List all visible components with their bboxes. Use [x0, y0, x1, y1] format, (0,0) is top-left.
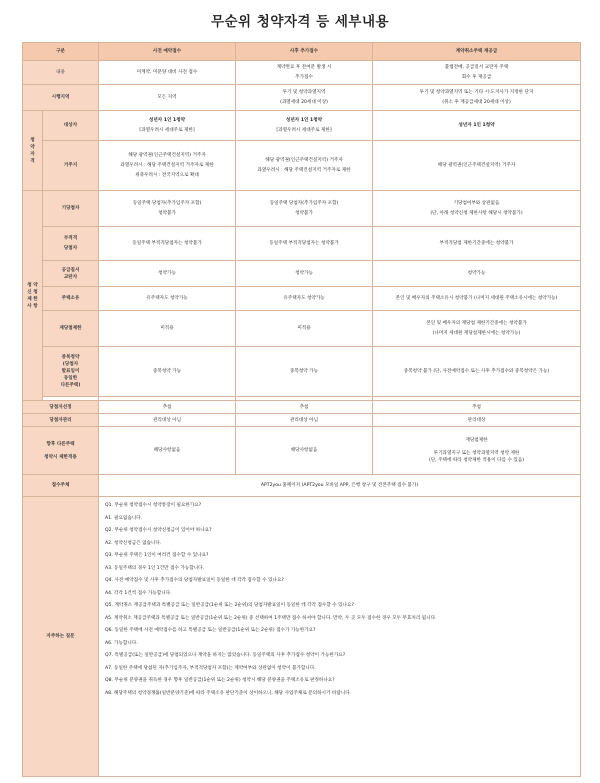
cell-text: 청약가능: [373, 261, 581, 287]
cell-text: 동일주택 부적격당첨자는 청약불가: [99, 227, 236, 261]
faq-label: 자주하는 질문: [23, 497, 99, 777]
faq-item: Q8. 무순위 분양권을 취득한 경우 향후 일반공급(1순위 또는 2순위) 청약시 해당 분양권을 주택소유로 판정하나요?: [105, 678, 335, 683]
table-row: [23, 475, 581, 497]
info-table: [22, 42, 581, 777]
table-row: [23, 311, 581, 347]
table-row: [23, 427, 581, 475]
table-row: [23, 141, 581, 191]
faq-item: A2. 청약신청금은 없습니다.: [105, 540, 162, 546]
header-pre-reservation: 사전 예약접수: [99, 43, 236, 61]
cell-text: 동일주택 부적격당첨자는 청약불가: [236, 227, 373, 261]
header-post-addition: 사후 추가접수: [236, 43, 373, 61]
cell-text: 동일주택 당첨자(추가입주자 포함) 청약불가: [99, 191, 236, 227]
row-label-future-limit: 향후 다른주택 청약시 제한적용: [23, 427, 99, 475]
cell-text: 해당 광역권(인근주택건설지역) 거주자: [373, 141, 581, 191]
table-row: [23, 497, 581, 777]
cell-text: 본인 및 배우자의 주택소유시 청약불가 (나머지 세대원 주택소유시에는 청약가능): [373, 287, 581, 311]
cell-text: 모든 지역: [99, 85, 236, 111]
row-label-region: 시행지역: [23, 85, 99, 111]
table-row: [23, 401, 581, 414]
cell-text: 청약가능: [99, 261, 236, 287]
table-header-row: [23, 43, 581, 61]
table-row: [23, 347, 581, 397]
cell-text: 유주택자도 청약가능: [99, 287, 236, 311]
cell-text: 해당사항없음: [99, 427, 236, 475]
faq-item: Q1. 무순위 청약접수시 청약통장이 필요한가요?: [105, 503, 202, 508]
side-label-restrictions: 청 약 신 청 제 한 사 항: [23, 191, 43, 401]
cell-text: 미적용: [236, 311, 373, 347]
row-label-disruptor: 공급질서 교란자: [43, 261, 99, 287]
row-label-rewin-limit: 재당첨제한: [43, 311, 99, 347]
faq-item: Q5. 계약취소 재공급주택과 특별공급 또는 일반공급(1순위 또는 2순위)의 당첨자발표일이 동일한 데 각각 접수할 수 있나요?: [105, 603, 354, 608]
cell-text: 성년자 1인 1청약 [과열우려시 세대주로 제한]: [99, 111, 236, 141]
cell-text: 추첨: [236, 401, 373, 414]
cell-text: 미적용: [99, 311, 236, 347]
faq-item: A4. 각각 1건씩 접수 가능합니다.: [105, 590, 172, 596]
cell-text: 해당사항없음: [236, 427, 373, 475]
cell-text: 추첨: [99, 401, 236, 414]
cell-text: 해당 광역권(인근주택건설지역) 거주자 과열우려시 : 해당 주택건설지역 거주자로 제한 위축우려시 : 전국지역으로 확대: [99, 141, 236, 191]
cell-text: 미계약, 미분양 대비 사전 접수: [99, 61, 236, 85]
cell-text: 청약가능: [236, 261, 373, 287]
table-row: [23, 227, 581, 261]
page-title: 무순위 청약자격 등 세부내용: [210, 14, 390, 30]
cell-text: 중복청약 가능: [236, 347, 373, 397]
row-label-selection: 당첨자선정: [23, 401, 99, 414]
cell-text: 재당첨제한 투기과열지구 또는 청약과열지역 청약 제한 (단, 주택에 따라 청약제한 적용이 다를 수 있음): [373, 427, 581, 475]
cell-text: 투기 및 청약과열지역 (과열세대 20세대 이상): [236, 85, 373, 111]
cell-text: 성년자 1인 1청약 [과열우려시 세대주로 제한]: [236, 111, 373, 141]
cell-text: 성년자 1인 1청약: [373, 111, 581, 141]
table-row: [23, 111, 581, 141]
faq-list: [99, 497, 581, 777]
cell-text: 계약완료 후 잔여분 발생 시 추가접수: [236, 61, 373, 85]
faq-item: Q7. 특별공급(또는 일반공급)에 당첨되었으나 계약을 하지는 않았습니다. 동일주택의 사후 추가접수 청약이 가능한가요?: [105, 653, 346, 658]
table-row: [23, 191, 581, 227]
cell-text: 관리대상 아님: [99, 414, 236, 427]
cell-text: APT2you 홈페이지 (APT2you 모바일 APP, 은행 창구 및 견본주택 접수 불가): [99, 475, 581, 497]
faq-item: A3. 동일주택의 경우 1인 1건만 접수 가능합니다.: [105, 565, 205, 571]
table-row: [23, 85, 581, 111]
cell-text: 부적격당첨 제한기간중에는 청약불가: [373, 227, 581, 261]
faq-item: Q3. 무순위 주택은 1인이 여러건 접수할 수 있나요?: [105, 553, 209, 558]
row-label-target: 대상자: [43, 111, 99, 141]
table-row: [23, 414, 581, 427]
table-row: [23, 261, 581, 287]
faq-item: A6. 가능합니다.: [105, 640, 138, 646]
cell-text: 관리대상: [373, 414, 581, 427]
cell-text: 추첨: [373, 401, 581, 414]
row-label-ineligible: 부적격 당첨자: [43, 227, 99, 261]
cell-text: 투기 및 청약과열지역 또는 기타 시·도지사가 지정한 단지 (취소 후 재공급세대 20세대 이상): [373, 85, 581, 111]
row-label-duplicate: 중복청약 (당첨자 발표일이 동일한 다른주택): [43, 347, 99, 397]
faq-item: Q2. 무순위 청약접수시 청약신청금이 있어야 하나요?: [105, 528, 212, 533]
faq-item: Q6. 동일한 주택에 사전 예약접수를 하고 특별공급 또는 일반공급(1순위 또는 2순위) 접수가 가능한가요?: [105, 628, 316, 633]
cell-text: 동일주택 당첨자(추가입주자 포함) 청약불가: [236, 191, 373, 227]
row-label-prior-winner: 기당첨자: [43, 191, 99, 227]
cell-text: 중복청약 불가 (단, 사전예약접수 또는 사후 추가접수와 중복청약은 가능): [373, 347, 581, 397]
row-label-management: 당첨자관리: [23, 414, 99, 427]
table-row: [23, 61, 581, 85]
cell-text: 불법전매, 공급질서 교란자 주택 회수 후 재공급: [373, 61, 581, 85]
row-label-residence: 거주지: [43, 141, 99, 191]
header-category: 구분: [23, 43, 99, 61]
cell-text: 해당 광역권(인근주택건설지역) 거주자 과열우려시 : 해당 주택건설지역 거주자로 제한: [236, 141, 373, 191]
cell-text: 기당첨여부와 상관없음 (단, 아래 청약신청 제한사항 해당시 청약불가): [373, 191, 581, 227]
faq-item: Q4. 사전 예약접수 및 사후 추가접수의 당첨자발표일이 동일한 데 각각 접수할 수 있나요?: [105, 578, 284, 583]
faq-item: A1. 필요없습니다.: [105, 515, 143, 521]
cell-text: 본인 및 배우자의 재당첨 제한기간중에는 청약불가 (나머지 세대원 재당첨제한시에는 청약가능): [373, 311, 581, 347]
row-label-ownership: 주택소유: [43, 287, 99, 311]
header-cancelled-resupply: 계약취소주택 재공급: [373, 43, 581, 61]
cell-text: 관리대상 아님: [236, 414, 373, 427]
faq-item: A7. 동일한 주택에 당첨된 자(추가입주자, 부적격당첨자 포함)는 계약여부와 상관없이 청약이 불가합니다.: [105, 665, 316, 671]
faq-item: A8. 해당주택의 청약경쟁률(일반분양기준)에 따라 주택소유 판단기준이 상이하오니, 해당 사업주체로 문의하시기 바랍니다.: [105, 690, 352, 696]
row-label-receiver: 접수주체: [23, 475, 99, 497]
row-label-content: 내용: [23, 61, 99, 85]
cell-text: 유주택자도 청약가능: [236, 287, 373, 311]
table-row: [23, 287, 581, 311]
cell-text: 중복청약 가능: [99, 347, 236, 397]
faq-item: A5. 계약취소 재공급주택과 특별공급 또는 일반공급(1순위 또는 2순위) 중 선택하여 1주택만 접수 하셔야 합니다. 만약, 두 곳 모두 접수한 경우 모두 무효처리 됩니다.: [105, 615, 437, 621]
side-label-qualification: 청 약 자 격: [23, 111, 43, 191]
